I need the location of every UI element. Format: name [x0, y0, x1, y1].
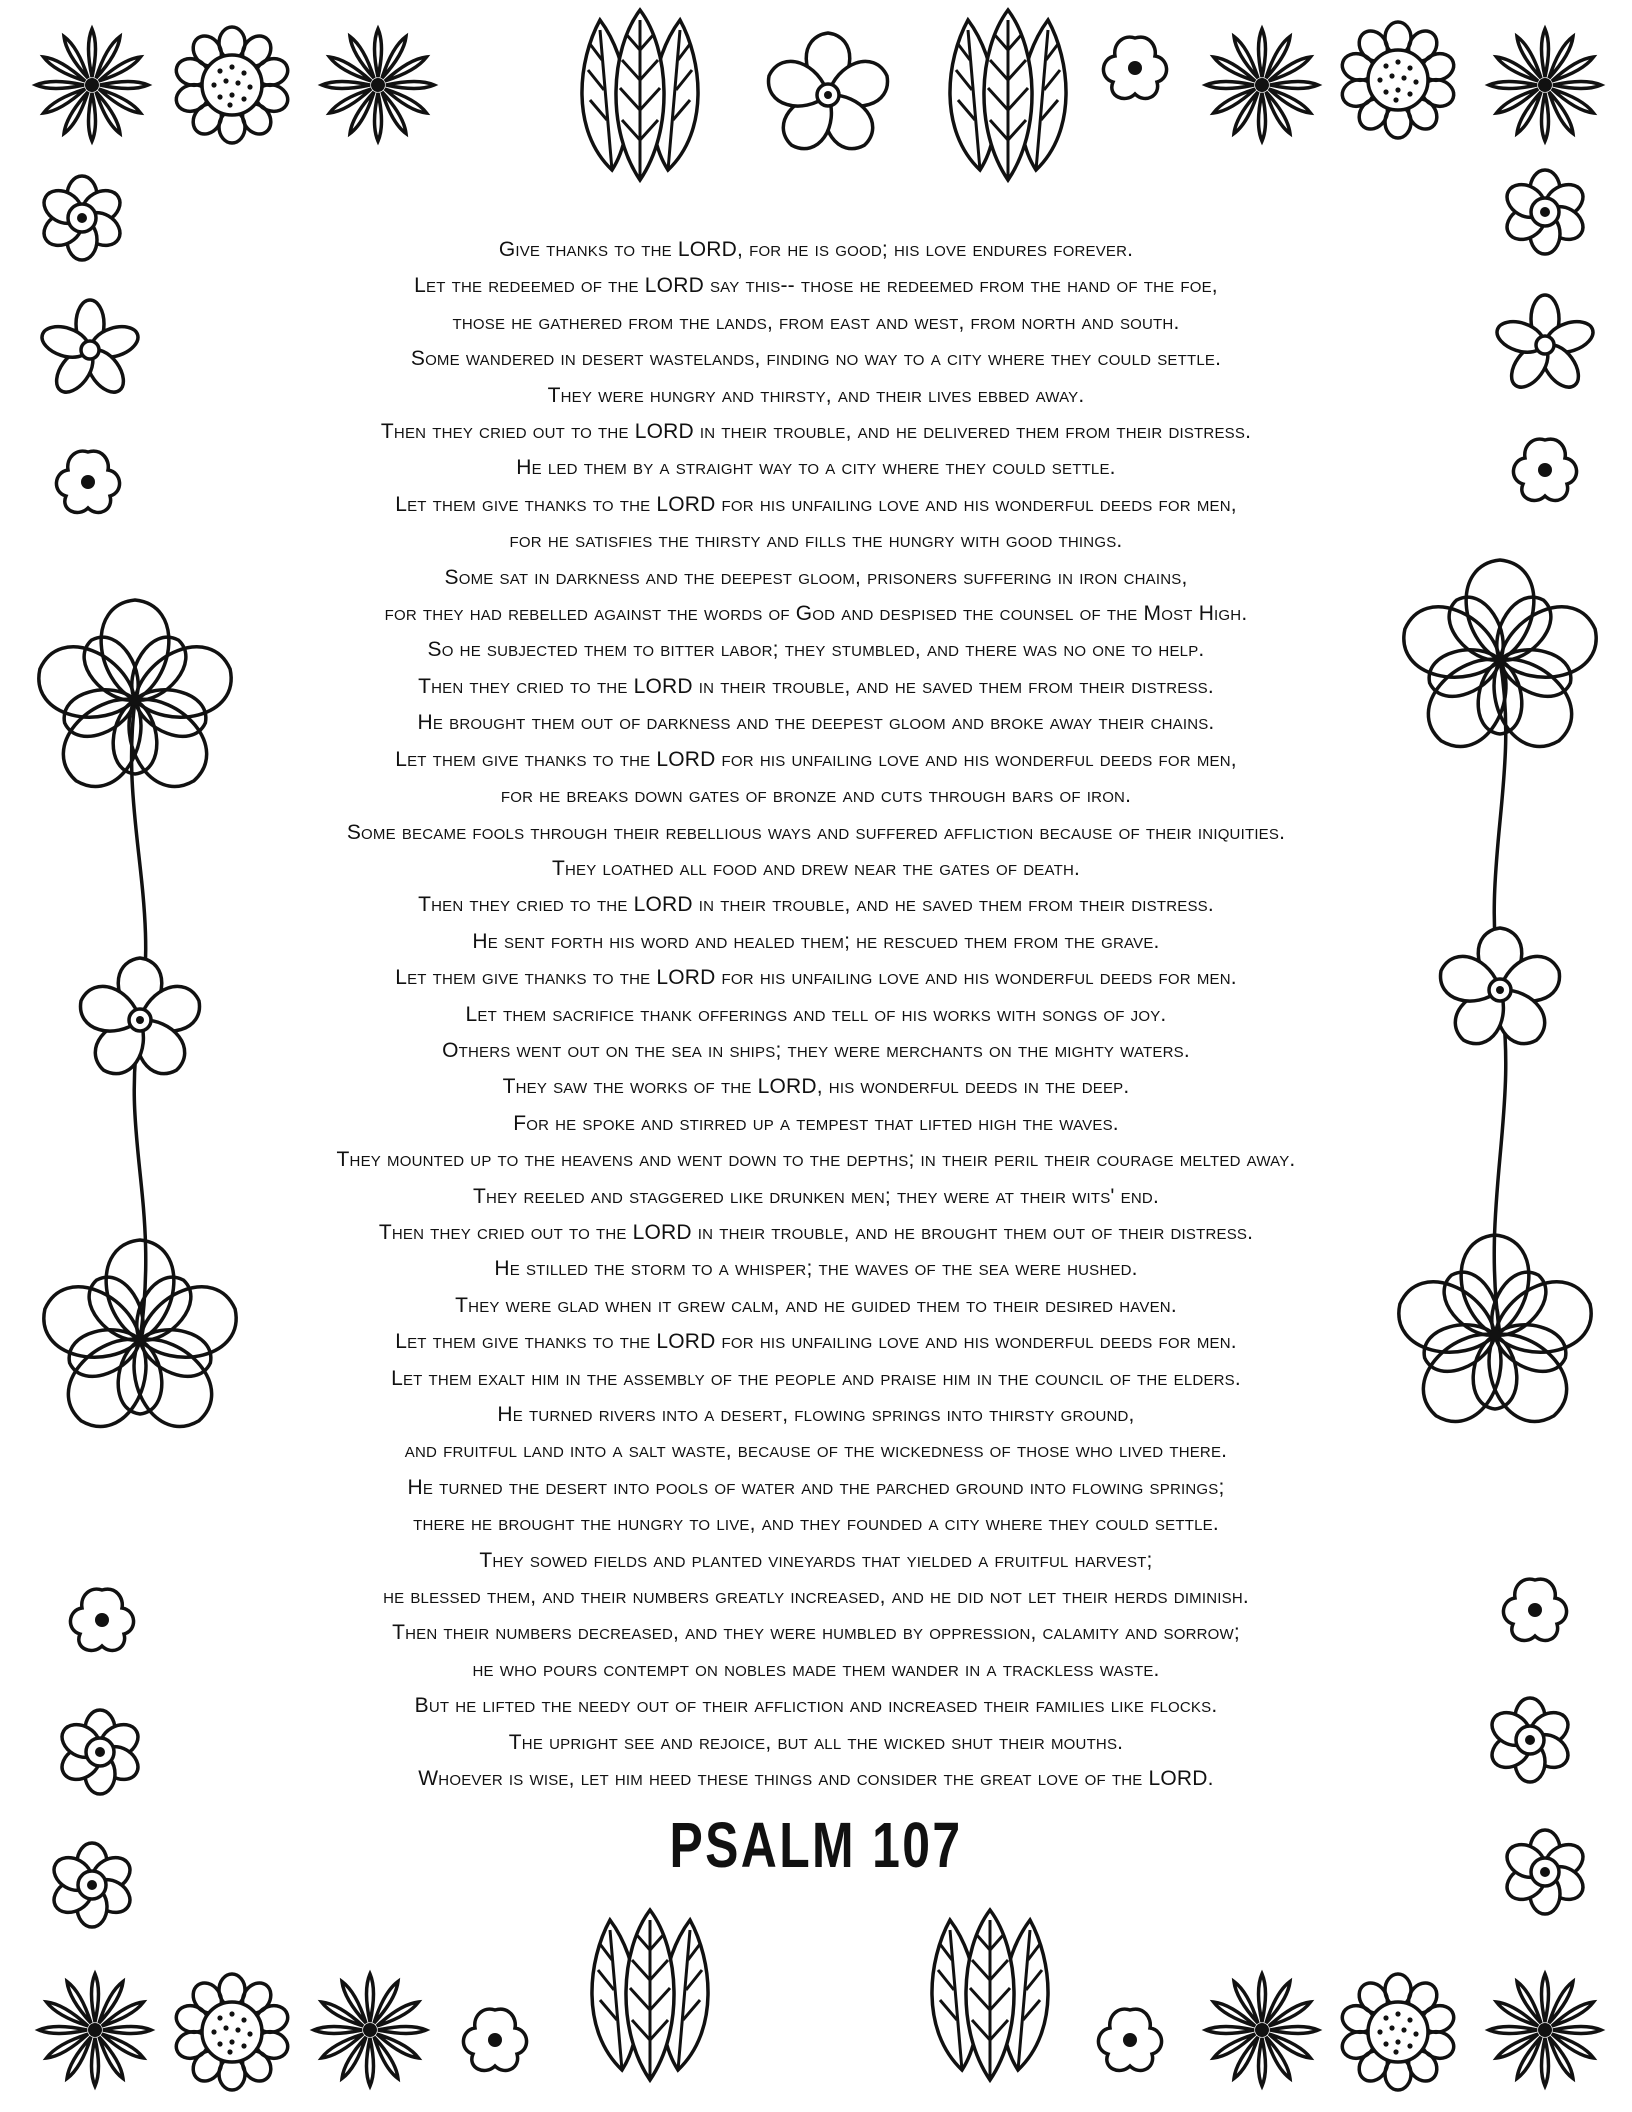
sunflower-icon — [173, 27, 291, 143]
verse-line: Some sat in darkness and the deepest gloom, prisoners suffering in iron chains, — [444, 565, 1188, 589]
small-blossom-icon — [1513, 439, 1576, 500]
leaf-cluster-icon — [950, 10, 1066, 180]
five-petal-flower-icon — [1493, 295, 1597, 394]
psalm-title: PSALM 107 — [669, 1809, 963, 1881]
daisy-flower-icon — [39, 1974, 151, 2086]
verse-line: So he subjected them to bitter labor; they stumbled, and there was no one to help. — [427, 638, 1205, 662]
daisy-flower-icon — [36, 29, 148, 141]
verse-line: Let the redeemed of the LORD say this-- those he redeemed from the hand of the foe, — [414, 274, 1218, 298]
daisy-flower-icon — [1489, 1974, 1601, 2086]
large-flower-icon — [34, 1240, 245, 1441]
verse-line: he who pours contempt on nobles made them wander in a trackless waste. — [472, 1657, 1160, 1681]
verse-line: for they had rebelled against the words of God and despised the counsel of the Most High. — [384, 602, 1248, 626]
daisy-flower-icon — [1206, 29, 1318, 141]
verse-line: He sent forth his word and healed them; he rescued them from the grave. — [472, 929, 1160, 953]
verse-line: and fruitful land into a salt waste, because of the wickedness of those who lived there. — [404, 1439, 1228, 1463]
verse-line: They were hungry and thirsty, and their lives ebbed away. — [547, 383, 1085, 407]
layered-flower-icon — [1486, 1698, 1574, 1782]
verse-line: They mounted up to the heavens and went down to the depths; in their peril their courage melted away. — [336, 1148, 1296, 1172]
violet-flower-icon — [762, 33, 893, 158]
leaf-cluster-icon — [592, 1910, 708, 2080]
daisy-flower-icon — [1489, 29, 1601, 141]
verse-line: Let them give thanks to the LORD for his unfailing love and his wonderful deeds for men, — [395, 747, 1237, 771]
verse-line: Others went out on the sea in ships; they were merchants on the mighty waters. — [442, 1038, 1190, 1062]
small-blossom-icon — [1503, 1579, 1566, 1640]
verse-line: He led them by a straight way to a city where they could settle. — [516, 456, 1116, 480]
small-blossom-icon — [463, 2009, 526, 2070]
verse-line: Then they cried to the LORD in their trouble, and he saved them from their distress. — [418, 893, 1214, 917]
layered-flower-icon — [38, 176, 126, 260]
verse-line: those he gathered from the lands, from east and west, from north and south. — [452, 310, 1180, 334]
verse-line: He stilled the storm to a whisper; the waves of the sea were hushed. — [494, 1257, 1138, 1281]
verse-line: Let them give thanks to the LORD for his unfailing love and his wonderful deeds for men, — [395, 492, 1237, 516]
verse-line: Whoever is wise, let him heed these things and consider the great love of the LORD. — [418, 1767, 1214, 1791]
verse-line: They loathed all food and drew near the gates of death. — [551, 856, 1081, 880]
verse-line: for he satisfies the thirsty and fills the hungry with good things. — [509, 529, 1123, 553]
layered-flower-icon — [56, 1710, 144, 1794]
verse-line: Then they cried out to the LORD in their trouble, and he brought them out of their distress. — [378, 1220, 1254, 1244]
layered-flower-icon — [48, 1843, 136, 1927]
small-blossom-icon — [70, 1589, 133, 1650]
five-petal-flower-icon — [38, 300, 142, 399]
daisy-flower-icon — [314, 1974, 426, 2086]
verse-line: Some became fools through their rebellious ways and suffered affliction because of their iniquities. — [346, 820, 1286, 844]
verse-line: Let them give thanks to the LORD for his unfailing love and his wonderful deeds for men. — [395, 1330, 1237, 1354]
verse-line: They were glad when it grew calm, and he guided them to their desired haven. — [455, 1293, 1177, 1317]
verse-line: Let them give thanks to the LORD for his unfailing love and his wonderful deeds for men. — [395, 966, 1237, 990]
verse-line: They reeled and staggered like drunken men; they were at their wits' end. — [473, 1184, 1159, 1208]
small-blossom-icon — [56, 451, 119, 512]
violet-flower-icon — [74, 958, 205, 1083]
verse-line: Then their numbers decreased, and they were humbled by oppression, calamity and sorrow; — [392, 1621, 1240, 1645]
layered-flower-icon — [1501, 1830, 1589, 1914]
sunflower-icon — [1339, 1974, 1457, 2090]
verse-line: They saw the works of the LORD, his wonderful deeds in the deep. — [502, 1075, 1130, 1099]
verse-line: Then they cried to the LORD in their trouble, and he saved them from their distress. — [418, 674, 1214, 698]
verse-line: he blessed them, and their numbers greatly increased, and he did not let their herds diminish. — [383, 1585, 1249, 1609]
verse-line: He turned the desert into pools of water and the parched ground into flowing springs; — [407, 1475, 1225, 1499]
verse-line: Let them exalt him in the assembly of the people and praise him in the council of the elders. — [391, 1366, 1241, 1390]
small-blossom-icon — [1103, 37, 1166, 98]
daisy-flower-icon — [1206, 1974, 1318, 2086]
verse-line: Some wandered in desert wastelands, finding no way to a city where they could settle. — [410, 347, 1222, 371]
verse-line: He brought them out of darkness and the deepest gloom and broke away their chains. — [417, 711, 1215, 735]
verse-line: for he breaks down gates of bronze and cuts through bars of iron. — [500, 784, 1132, 808]
verse-line: The upright see and rejoice, but all the wicked shut their mouths. — [508, 1730, 1124, 1754]
small-blossom-icon — [1098, 2009, 1161, 2070]
leaf-cluster-icon — [932, 1910, 1048, 2080]
verse-line: He turned rivers into a desert, flowing springs into thirsty ground, — [497, 1403, 1135, 1426]
large-flower-icon — [1394, 560, 1605, 761]
verse-line: They sowed fields and planted vineyards that yielded a fruitful harvest; — [479, 1548, 1153, 1572]
leaf-cluster-icon — [582, 10, 698, 180]
verse-line: Then they cried out to the LORD in their trouble, and he delivered them from their distress. — [380, 420, 1252, 444]
psalm-text — [290, 232, 1342, 1797]
verse-line: But he lifted the needy out of their affliction and increased their families like flocks. — [414, 1694, 1218, 1718]
violet-flower-icon — [1434, 928, 1565, 1053]
verse-line: there he brought the hungry to live, and they founded a city where they could settle. — [413, 1512, 1219, 1536]
verse-line: For he spoke and stirred up a tempest that lifted high the waves. — [513, 1111, 1119, 1135]
verse-line: Let them sacrifice thank offerings and tell of his works with songs of joy. — [465, 1002, 1167, 1026]
daisy-flower-icon — [322, 29, 434, 141]
large-flower-icon — [29, 600, 240, 801]
sunflower-icon — [1339, 22, 1457, 138]
layered-flower-icon — [1501, 170, 1589, 254]
verse-line: Give thanks to the LORD, for he is good; his love endures forever. — [498, 238, 1134, 261]
sunflower-icon — [173, 1974, 291, 2090]
